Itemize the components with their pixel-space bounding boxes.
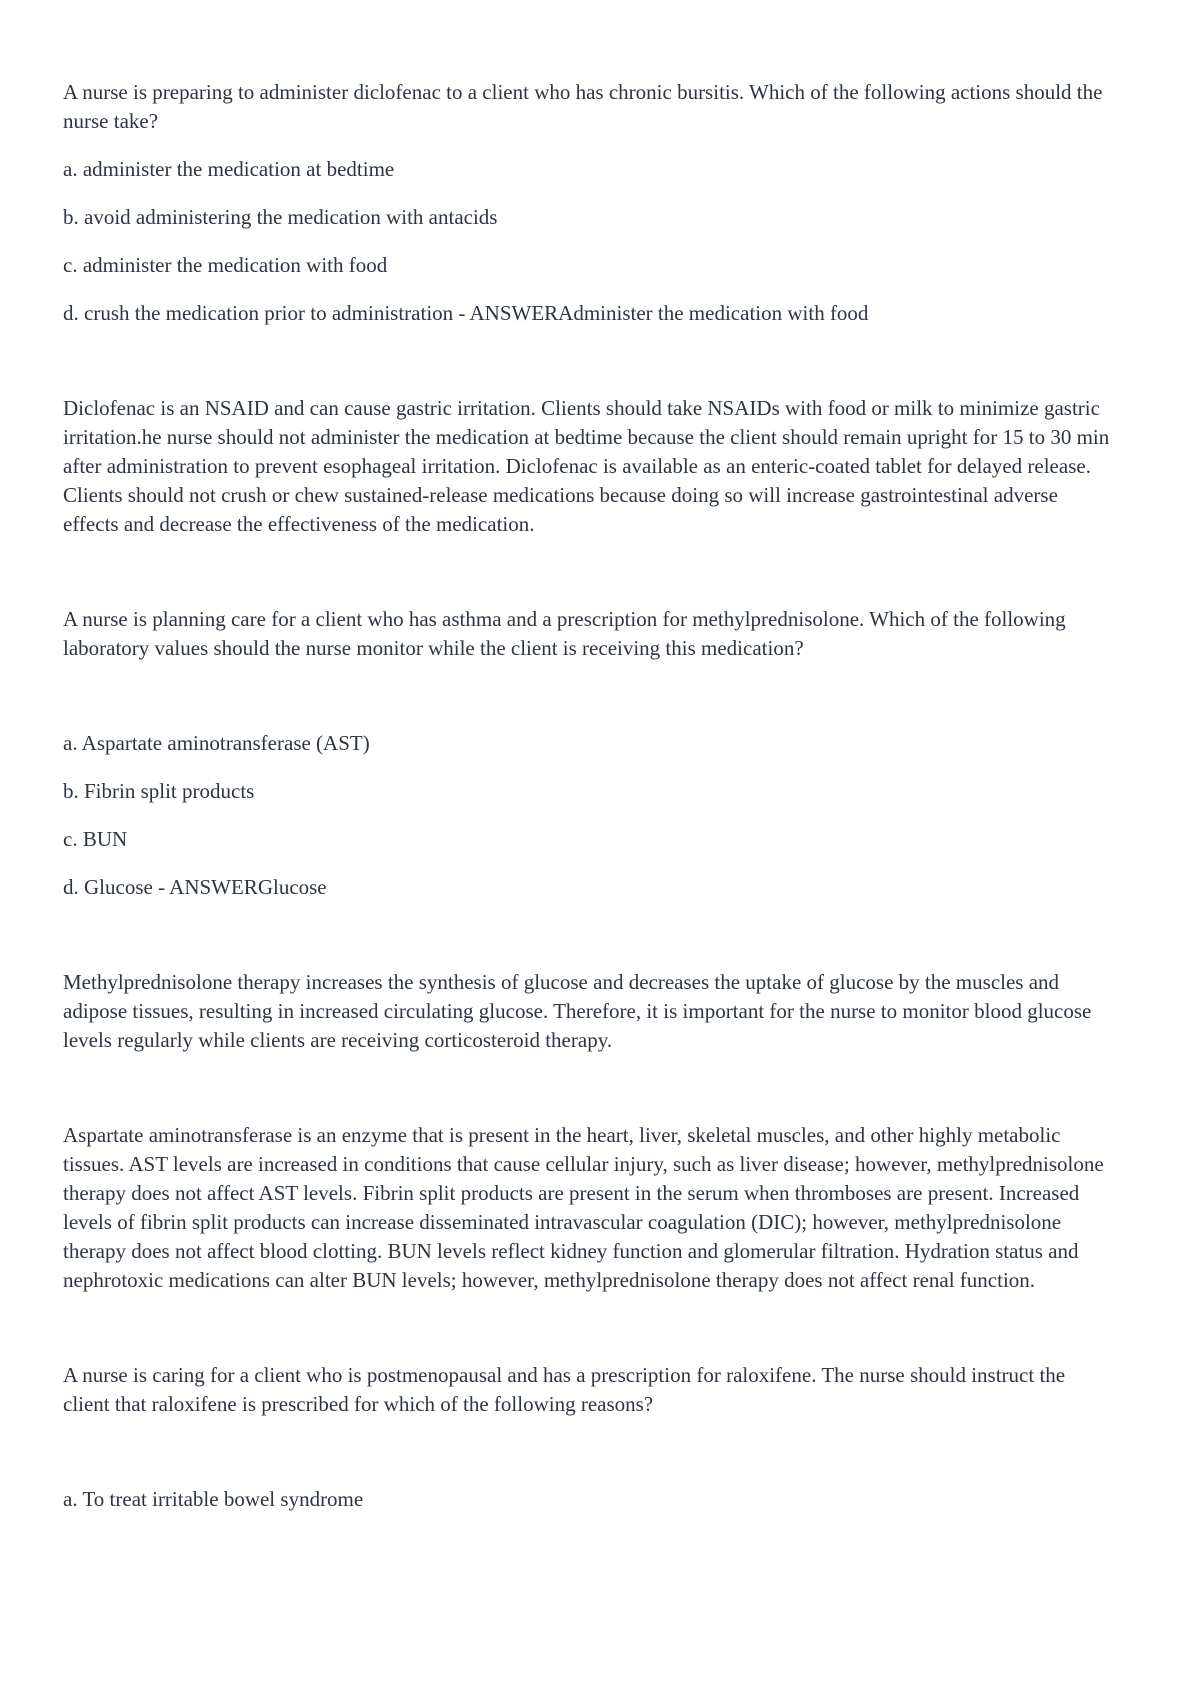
question-1-option-a: a. administer the medication at bedtime bbox=[63, 157, 395, 181]
question-3-text: A nurse is caring for a client who is postmenopausal and has a prescription for raloxifene. The nurse should instruct the client that raloxifene is prescribed for which of the following reasons? bbox=[63, 1363, 1066, 1416]
question-2-explanation-correct: Methylprednisolone therapy increases the synthesis of glucose and decreases the uptake of glucose by the muscles and adipose tissues, resulting in increased circulating glucose. Therefore, it is important for the nurse to monitor blood glucose levels regularly while clients are receiving corticosteroid therapy. bbox=[63, 970, 1092, 1052]
question-2-option-b: b. Fibrin split products bbox=[63, 779, 255, 803]
question-2-option-d-answer: d. Glucose - ANSWERGlucose bbox=[63, 875, 327, 899]
question-2-text: A nurse is planning care for a client who has asthma and a prescription for methylprednisolone. Which of the following laboratory values should the nurse monitor while the client is receiving this medication? bbox=[63, 607, 1066, 660]
question-1-option-c: c. administer the medication with food bbox=[63, 253, 388, 277]
question-1-text: A nurse is preparing to administer diclofenac to a client who has chronic bursitis. Which of the following actions should the nurse take? bbox=[63, 80, 1103, 133]
question-2-explanation-incorrect: Aspartate aminotransferase is an enzyme that is present in the heart, liver, skeletal muscles, and other highly metabolic tissues. AST levels are increased in conditions that cause cellular injury, such as liver disease; however, methylprednisolone therapy does not affect AST levels. Fibrin split products are present in the serum when thromboses are present. Increased levels of fibrin split products can increase disseminated intravascular coagulation (DIC); however, methylprednisolone therapy does not affect blood clotting. BUN levels reflect kidney function and glomerular filtration. Hydration status and nephrotoxic medications can alter BUN levels; however, methylprednisolone therapy does not affect renal function. bbox=[63, 1123, 1104, 1292]
question-3-option-a: a. To treat irritable bowel syndrome bbox=[63, 1487, 364, 1511]
question-1-option-b: b. avoid administering the medication with antacids bbox=[63, 205, 498, 229]
question-1-explanation: Diclofenac is an NSAID and can cause gastric irritation. Clients should take NSAIDs with food or milk to minimize gastric irritation.he nurse should not administer the medication at bedtime because the client should remain upright for 15 to 30 min after administration to prevent esophageal irritation. Diclofenac is available as an enteric-coated tablet for delayed release. Clients should not crush or chew sustained-release medications because doing so will increase gastrointestinal adverse effects and decrease the effectiveness of the medication. bbox=[63, 396, 1110, 536]
question-2-option-c: c. BUN bbox=[63, 827, 128, 851]
question-1-option-d-answer: d. crush the medication prior to administration - ANSWERAdminister the medication with food bbox=[63, 301, 869, 325]
question-2-option-a: a. Aspartate aminotransferase (AST) bbox=[63, 731, 370, 755]
